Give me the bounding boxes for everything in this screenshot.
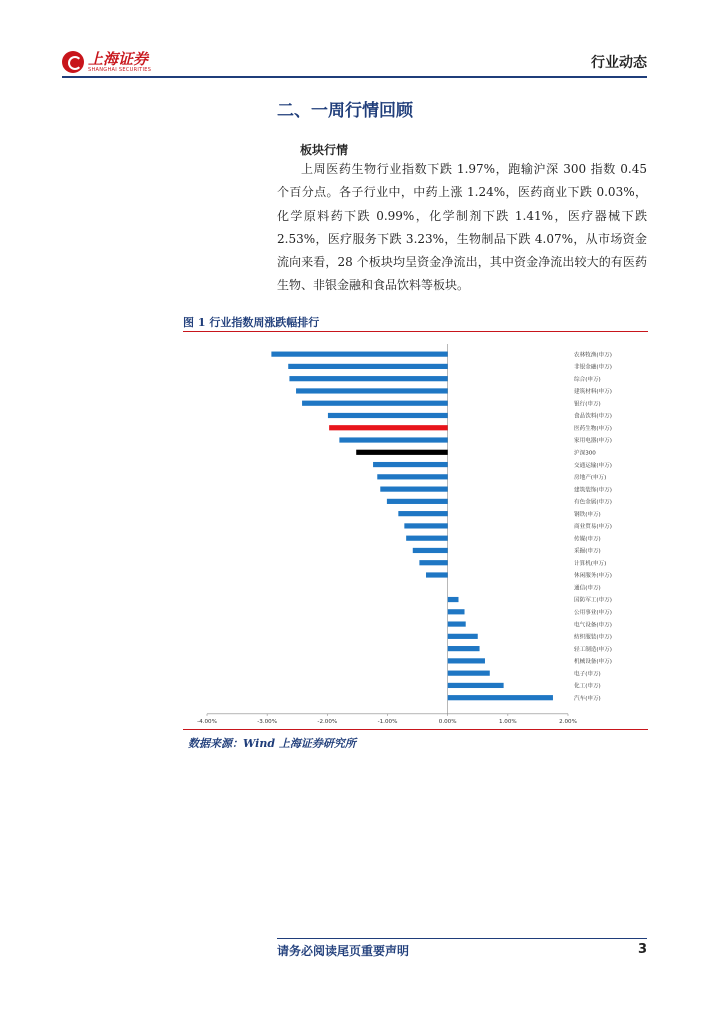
category-label-10: 交通运输(申万): [574, 462, 612, 469]
data-source: 数据来源：Wind 上海证券研究所: [188, 737, 356, 750]
company-logo: [62, 50, 151, 74]
bar-27: [448, 671, 490, 676]
bar-17: [413, 548, 448, 553]
bar-23: [448, 621, 466, 626]
category-label-3: 综合(申万): [574, 376, 601, 383]
section-title: 二、一周行情回顾: [277, 101, 413, 121]
logo-cn-text: 上海证券: [88, 50, 149, 68]
logo-icon: [62, 51, 84, 73]
figure-top-rule: [183, 331, 648, 332]
bar-9: [356, 450, 447, 455]
bar-22: [448, 609, 465, 614]
section-label: 行业动态: [591, 55, 647, 71]
bar-28: [448, 683, 504, 688]
category-label-4: 建筑材料(申万): [574, 389, 612, 396]
bar-26: [448, 658, 485, 663]
bar-14: [398, 511, 447, 516]
category-label-8: 家用电器(申万): [574, 438, 612, 445]
category-label-5: 银行(申万): [574, 401, 601, 408]
bar-1: [271, 352, 447, 357]
bar-3: [289, 376, 447, 381]
bar-12: [380, 487, 447, 492]
bar-5: [302, 401, 448, 406]
bar-19: [426, 572, 448, 577]
category-label-29: 汽车(申万): [574, 695, 601, 702]
bar-18: [419, 560, 447, 565]
bar-7: [329, 425, 448, 430]
category-label-18: 计算机(申万): [574, 560, 607, 567]
figure-bottom-rule: [183, 729, 648, 730]
category-label-28: 化工(申万): [574, 683, 601, 690]
x-tick-label-1: -4.00%: [197, 718, 217, 724]
x-tick-label-2: -3.00%: [257, 718, 278, 724]
bar-4: [296, 388, 448, 393]
category-label-21: 国防军工(申万): [574, 597, 612, 604]
body-paragraph: 上周医药生物行业指数下跌 1.97%，跑输沪深 300 指数 0.45 个百分点。各子行业中，中药上涨 1.24%，医药商业下跌 0.03%，化学原料药下跌 0.99%，化学制剂下跌 1.41%，医疗器械下跌 2.53%，医疗服务下跌 3.23%，生物制品下跌 4.07%，从市场资金流向来看，28 个板块均呈资金净流出，其中资金净流出较大的有医药生物、非银金融和食品饮料等板块。: [277, 162, 647, 293]
page-number: 3: [637, 942, 647, 957]
category-label-14: 钢铁(申万): [574, 511, 601, 518]
category-label-11: 房地产(申万): [574, 475, 607, 482]
page-footer: [277, 938, 647, 958]
category-label-19: 休闲服务(申万): [574, 573, 612, 580]
x-tick-label-6: 1.00%: [498, 718, 517, 724]
bar-15: [404, 523, 447, 528]
bar-13: [387, 499, 448, 504]
category-label-26: 机械设备(申万): [574, 659, 612, 666]
category-label-6: 食品饮料(申万): [574, 413, 612, 420]
bar-6: [328, 413, 448, 418]
category-label-23: 电气设备(申万): [574, 622, 612, 629]
category-label-9: 沪深300: [574, 450, 596, 457]
bar-16: [406, 536, 448, 541]
category-label-12: 建筑装饰(申万): [574, 487, 612, 494]
category-label-1: 农林牧渔(申万): [574, 352, 612, 359]
industry-weekly-change-chart: [183, 334, 648, 724]
x-tick-label-7: 2.00%: [559, 718, 577, 724]
bar-10: [373, 462, 448, 467]
category-label-24: 纺织服装(申万): [574, 634, 612, 641]
category-label-27: 电子(申万): [574, 671, 601, 678]
footer-disclaimer: 请务必阅读尾页重要声明: [277, 944, 410, 958]
logo-en-text: SHANGHAI SECURITIES: [88, 67, 152, 73]
x-tick-label-5: 0.00%: [438, 718, 457, 724]
bar-8: [339, 437, 447, 442]
subsection-title: 板块行情: [300, 143, 349, 157]
category-label-22: 公用事业(申万): [574, 610, 612, 617]
category-label-7: 医药生物(申万): [574, 425, 612, 432]
bar-24: [448, 634, 478, 639]
category-label-13: 有色金属(申万): [574, 499, 612, 506]
bar-29: [448, 695, 553, 700]
bar-25: [448, 646, 480, 651]
category-label-17: 采掘(申万): [574, 548, 601, 555]
category-label-2: 非银金融(申万): [574, 364, 612, 371]
x-tick-label-3: -2.00%: [317, 718, 338, 724]
page-header: [62, 48, 647, 78]
x-tick-label-4: -1.00%: [377, 718, 398, 724]
bar-11: [377, 474, 447, 479]
category-label-20: 通信(申万): [574, 585, 601, 592]
category-label-16: 传媒(申万): [574, 536, 601, 543]
bar-2: [288, 364, 447, 369]
category-label-15: 商业贸易(申万): [574, 524, 612, 531]
category-label-25: 轻工制造(申万): [574, 646, 612, 653]
bar-21: [448, 597, 459, 602]
figure-caption: 图 1 行业指数周涨跌幅排行: [183, 316, 320, 329]
